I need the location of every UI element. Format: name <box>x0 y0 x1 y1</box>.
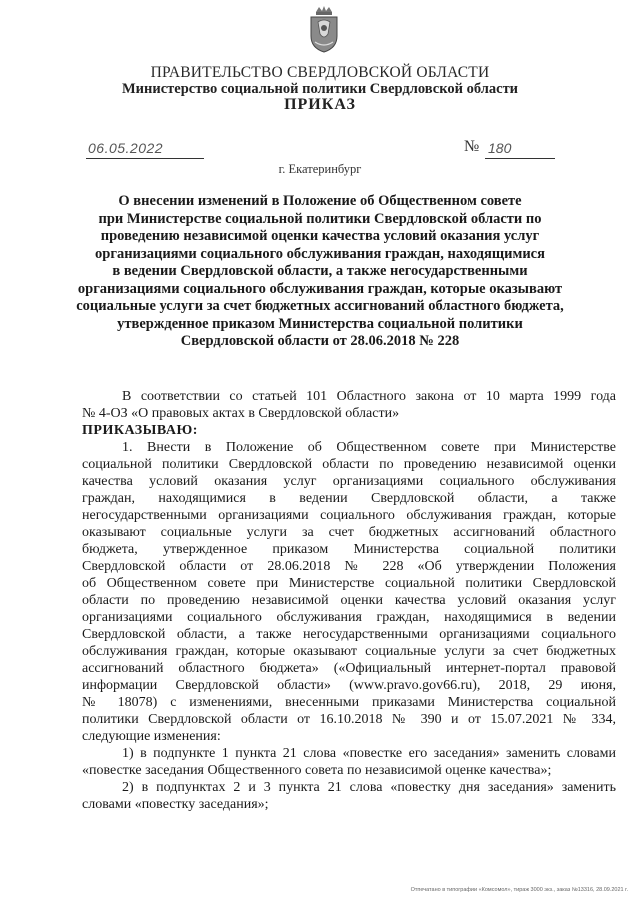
order-number: 180 <box>488 140 512 156</box>
print-footer: Отпечатано в типографии «Комсомол», тираж 3000 экз., заказ №13316, 28.09.2021 г. <box>410 887 628 893</box>
preamble-line: № 4-ОЗ «О правовых актах в Свердловской области» <box>82 406 400 421</box>
order-title <box>0 193 640 351</box>
title-line: Свердловской области от 28.06.2018 № 228 <box>180 333 460 349</box>
item1-line: качества условий оказания услуг организациями социального обслуживания <box>82 474 616 489</box>
document-type: ПРИКАЗ <box>284 96 356 113</box>
order-body <box>82 388 616 813</box>
item1-line: граждан, находящимися в ведении Свердловской области, а также <box>82 491 616 506</box>
item1-line: № 18078) с изменениями, внесенными приказами Министерства социальной <box>82 695 616 710</box>
government-name: ПРАВИТЕЛЬСТВО СВЕРДЛОВСКОЙ ОБЛАСТИ <box>150 64 490 81</box>
item1-line: ассигнований областного бюджета» («Официальный интернет-портал правовой <box>82 661 616 676</box>
title-line: О внесении изменений в Положение об Общественном совете <box>118 193 522 209</box>
title-line: проведению независимой оценки качества условий оказания услуг <box>100 228 540 244</box>
item1-line: бюджета, утвержденное приказом Министерства социальной политики <box>82 542 616 557</box>
ministry-name: Министерство социальной политики Свердловской области <box>121 81 519 97</box>
subitem2-line: словами «повестку заседания»; <box>82 797 269 812</box>
title-line: организациями социального обслуживания граждан, находящимися <box>95 245 545 262</box>
item1-line: политики Свердловской области от 16.10.2018 № 390 и от 15.07.2021 № 334, <box>82 712 616 727</box>
preamble-line: В соответствии со статьей 101 Областного закона от 10 марта 1999 года <box>122 389 616 404</box>
item1-line: области по проведению независимой оценки качества условий оказания услуг <box>82 593 616 608</box>
item1-line: организациями социального обслуживания граждан, находящимися в ведении <box>82 610 616 625</box>
item1-line: негосударственными организациями социального обслуживания граждан, которые <box>82 508 616 523</box>
subitem2-line: 2) в подпунктах 2 и 3 пункта 21 слова «повестку дня заседания» заменить <box>122 780 616 795</box>
item1-line: об Общественном совете при Министерстве социальной политики Свердловской <box>82 576 616 591</box>
title-line: социальные услуги за счет бюджетных ассигнований областного бюджета, <box>76 298 564 314</box>
item1-line: социальной политики Свердловской области по проведению независимой оценки <box>82 457 616 472</box>
item1-line: информации Свердловской области» (www.pravo.gov66.ru), 2018, 29 июня, <box>82 678 616 693</box>
item1-line: Свердловской области от 28.06.2018 № 228 «Об утверждении Положения <box>82 559 616 574</box>
item1-line: обслуживания граждан, которые оказывают социальные услуги за счет бюджетных <box>82 644 616 659</box>
order-date: 06.05.2022 <box>88 140 164 156</box>
item1-line: следующие изменения: <box>82 729 221 744</box>
city: г. Екатеринбург <box>278 162 362 176</box>
item1-line: оказывают социальные услуги за счет бюджетных ассигнований областного <box>82 525 616 540</box>
title-line: организациями социального обслуживания граждан, которые оказывают <box>77 280 563 297</box>
title-line: в ведении Свердловской области, а также негосударственными <box>112 263 528 279</box>
title-line: утвержденное приказом Министерства социальной политики <box>117 315 523 332</box>
number-sign: № <box>464 138 480 155</box>
date-underline <box>86 158 204 159</box>
subitem1-line: «повестке заседания Общественного совета по независимой оценке качества»; <box>82 763 552 778</box>
item1-line: 1. Внести в Положение об Общественном совете при Министерстве <box>122 440 616 455</box>
subitem1-line: 1) в подпункте 1 пункта 21 слова «повестке его заседания» заменить словами <box>122 746 616 761</box>
number-underline <box>485 158 555 159</box>
title-line: при Министерстве социальной политики Свердловской области по <box>98 210 542 227</box>
coat-of-arms-icon <box>307 4 341 54</box>
order-word: ПРИКАЗЫВАЮ: <box>82 423 198 438</box>
item1-line: Свердловской области, а также негосударственными организациями социального <box>82 627 616 642</box>
